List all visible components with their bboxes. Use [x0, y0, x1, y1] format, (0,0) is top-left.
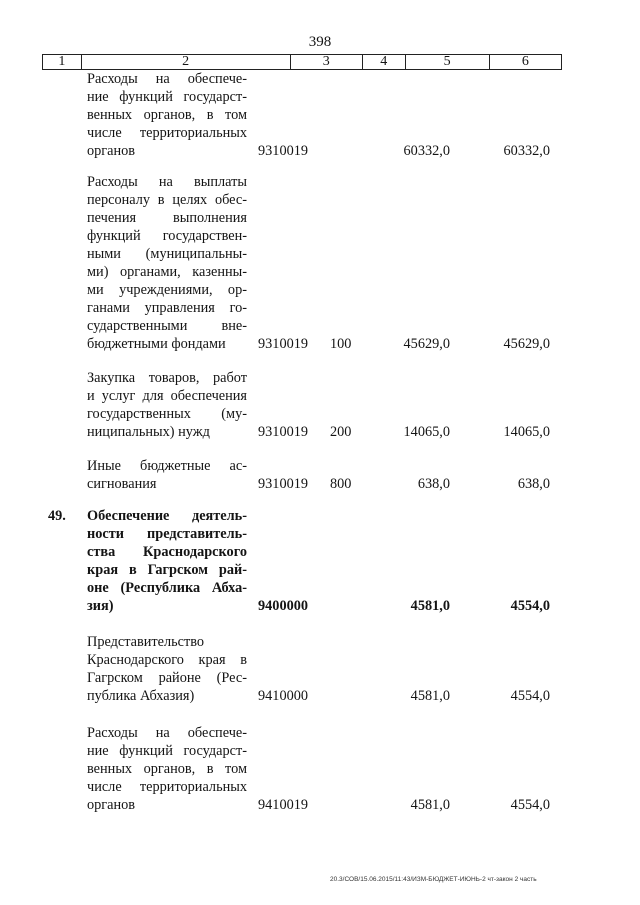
header-col-1: 1 [58, 54, 66, 69]
description-line: числе территориальных [87, 125, 247, 141]
description-line: и услуг для обеспечения [87, 388, 247, 404]
row-expense-type: 200 [330, 424, 352, 440]
row-expense-type: 100 [330, 336, 352, 352]
row-code: 9310019 [258, 336, 309, 352]
header-col-5: 5 [405, 55, 489, 69]
description-line: оне (Республика Абха- [87, 580, 247, 596]
description-line: сигнования [87, 476, 157, 492]
description-line: публика Абхазия) [87, 688, 195, 704]
description-line: персоналу в целях обес- [87, 192, 247, 208]
row-description [87, 633, 247, 705]
description-line: печения выполнения [87, 210, 247, 226]
description-line: ности представитель- [87, 526, 247, 542]
description-line: ми учреждениями, ор- [87, 282, 247, 298]
description-line: ние функций государст- [87, 743, 247, 759]
header-col-4: 4 [362, 55, 405, 69]
row-expense-type: 800 [330, 476, 352, 492]
row-value-col6: 60332,0 [503, 143, 550, 159]
description-line: зия) [87, 598, 114, 614]
table-row [0, 724, 640, 814]
row-value-col6: 14065,0 [503, 424, 550, 440]
description-line: Краснодарского края в [87, 652, 247, 668]
description-line: сударственными вне- [87, 318, 247, 334]
page-number: 398 [308, 34, 332, 50]
row-description [87, 724, 247, 814]
description-line: Иные бюджетные ас- [87, 458, 247, 474]
description-line: ганами управления го- [87, 300, 247, 316]
description-line: органов [87, 797, 136, 813]
description-line: Расходы на выплаты [87, 174, 247, 190]
row-code: 9310019 [258, 424, 309, 440]
row-number: 49. [48, 508, 66, 524]
description-line: ниципальных) нужд [87, 424, 210, 440]
table-row [0, 457, 640, 493]
description-line: функций государствен- [87, 228, 247, 244]
row-value-col6: 638,0 [517, 476, 550, 492]
description-line: государственных (му- [87, 406, 247, 422]
header-col-2: 2 [81, 55, 290, 69]
description-line: ми) органами, казенны- [87, 264, 247, 280]
row-value-col5: 60332,0 [403, 143, 450, 159]
description-line: Расходы на обеспече- [87, 725, 247, 741]
row-value-col6: 45629,0 [503, 336, 550, 352]
row-code: 9310019 [258, 143, 309, 159]
description-line: Закупка товаров, работ [87, 370, 247, 386]
row-code: 9410019 [258, 797, 309, 813]
header-col-6: 6 [489, 55, 561, 69]
description-line: края в Гагрском рай- [87, 562, 247, 578]
row-value-col5: 4581,0 [410, 688, 450, 704]
row-value-col6: 4554,0 [510, 598, 550, 614]
table-header-row [42, 54, 562, 70]
description-line: ства Краснодарского [87, 544, 247, 560]
table-row [0, 70, 640, 160]
description-line: числе территориальных [87, 779, 247, 795]
row-description [87, 457, 247, 493]
row-description [87, 173, 247, 353]
description-line: Гагрском районе (Рес- [87, 670, 247, 686]
row-value-col6: 4554,0 [510, 688, 550, 704]
row-value-col5: 4581,0 [410, 797, 450, 813]
description-line: венных органов, в том [87, 107, 247, 123]
description-line: венных органов, в том [87, 761, 247, 777]
header-col-3: 3 [290, 55, 362, 69]
row-value-col5: 4581,0 [410, 598, 450, 614]
table-row [0, 633, 640, 705]
row-code: 9410000 [258, 688, 309, 704]
row-value-col5: 45629,0 [403, 336, 450, 352]
description-line: Расходы на обеспече- [87, 71, 247, 87]
row-description [87, 507, 247, 615]
description-line: Обеспечение деятель- [87, 508, 247, 524]
description-line: ние функций государст- [87, 89, 247, 105]
footer-stamp: 20.3/СОВ/15.06.2015/11:43/ИЗМ-БЮДЖЕТ-ИЮНЬ-2 чт-закон 2 часть [330, 876, 537, 883]
row-code: 9400000 [258, 598, 309, 614]
description-line: бюджетными фондами [87, 336, 226, 352]
row-value-col6: 4554,0 [510, 797, 550, 813]
row-value-col5: 638,0 [417, 476, 450, 492]
description-line: ными (муниципальны- [87, 246, 247, 262]
description-line: Представительство [87, 634, 205, 650]
table-row [0, 173, 640, 353]
table-row [0, 507, 640, 615]
description-line: органов [87, 143, 136, 159]
row-code: 9310019 [258, 476, 309, 492]
table-row [0, 369, 640, 441]
row-description [87, 369, 247, 441]
row-value-col5: 14065,0 [403, 424, 450, 440]
row-description [87, 70, 247, 160]
